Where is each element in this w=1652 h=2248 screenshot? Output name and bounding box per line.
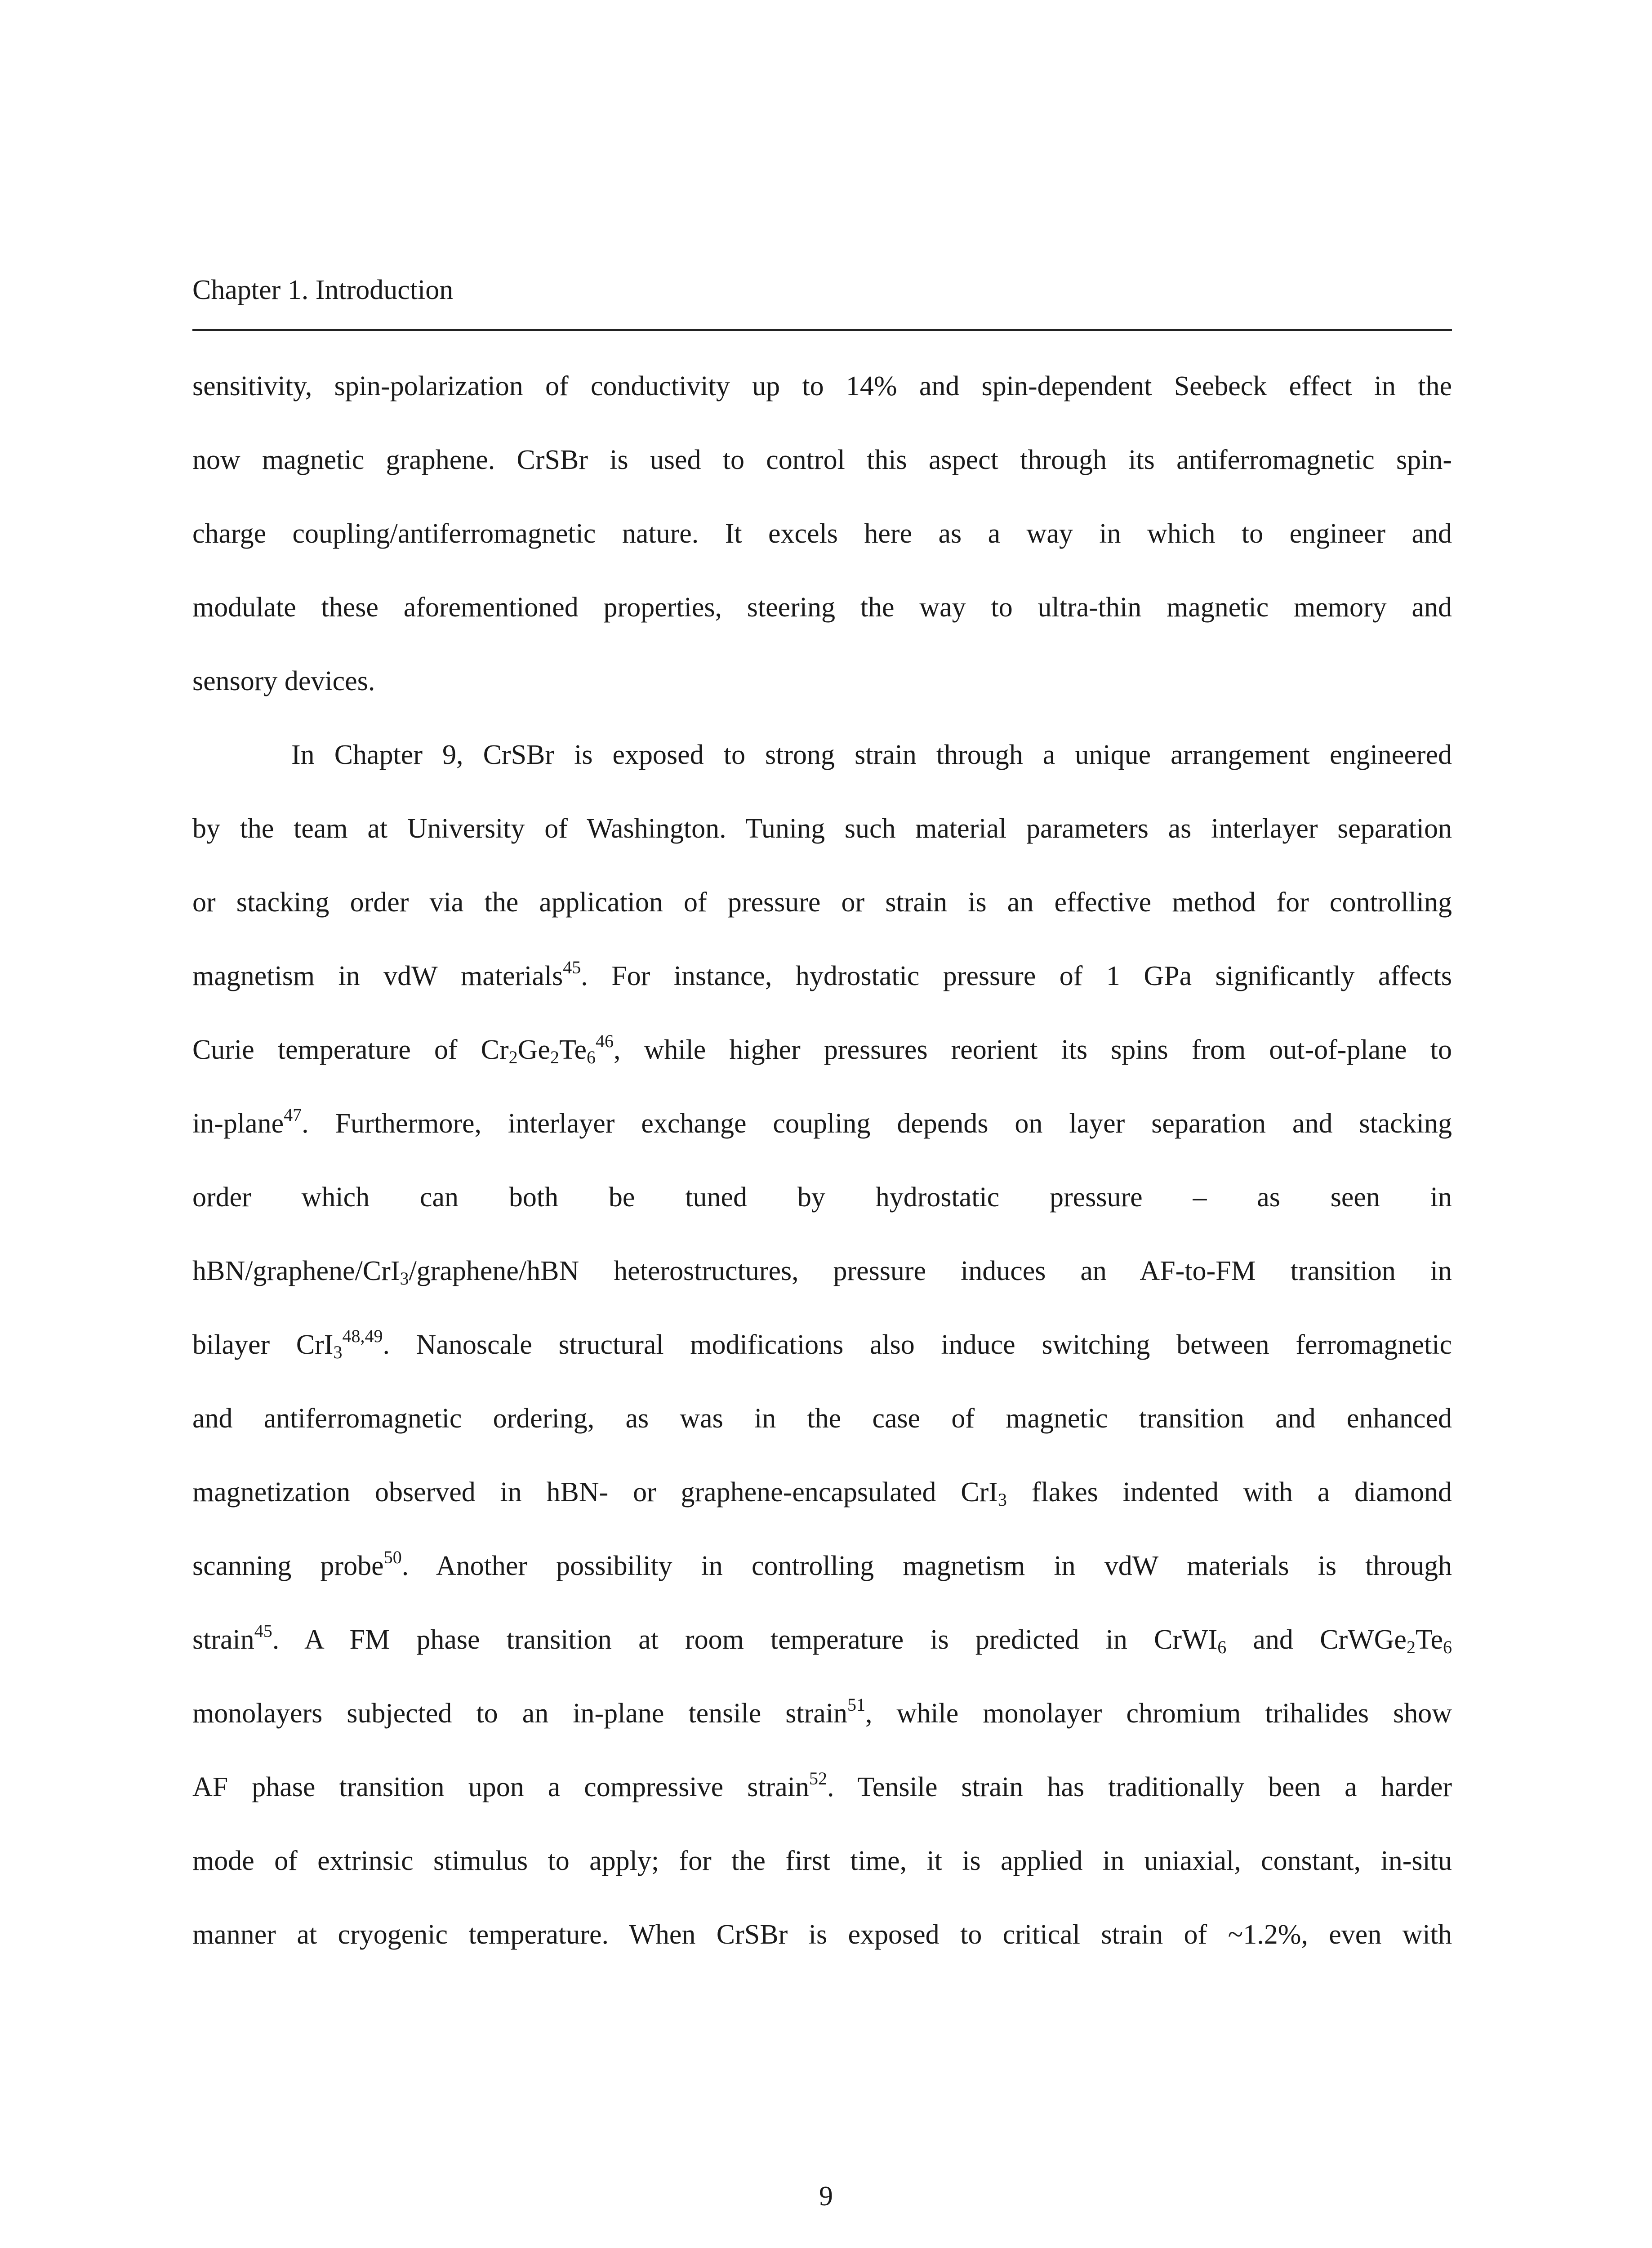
paragraph-first-line: In Chapter 9, CrSBr is exposed to strong strain through a unique arrangement engineered (291, 740, 1452, 770)
text-line: monolayers subjected to an in-plane tensile strain$^{51}$, while monolayer chromium trihalides show (192, 1695, 1452, 1729)
text-line: now magnetic graphene. CrSBr is used to control this aspect through its antiferromagnetic spin- (192, 445, 1452, 475)
text-line: strain$^{45}$. A FM phase transition at room temperature is predicted in CrWI$_6$ and $CrWGe_2Te_6$ (192, 1621, 1452, 1657)
text-line: sensory devices. (192, 666, 375, 696)
text-line: scanning probe$^{50}$. Another possibility in controlling magnetism in vdW materials is through (192, 1547, 1452, 1581)
running-header (192, 270, 1452, 310)
text-line: manner at cryogenic temperature. When CrSBr is exposed to critical strain of ~1.2%, even with (192, 1919, 1452, 1950)
text-line: in-plane$^{47}$. Furthermore, interlayer exchange coupling depends on layer separation and stacking (192, 1105, 1452, 1139)
text-line: AF phase transition upon a compressive strain$^{52}$. Tensile strain has traditionally been a harder (192, 1768, 1452, 1802)
text-line: modulate these aforementioned properties, steering the way to ultra-thin magnetic memory and (192, 592, 1452, 623)
citation: 51 (847, 1695, 866, 1715)
citation: 45 (563, 957, 581, 977)
header-rule (192, 329, 1452, 331)
text-line: order which can both be tuned by hydrostatic pressure – as seen in (192, 1182, 1452, 1213)
citation: 50 (383, 1547, 402, 1567)
text-line: by the team at University of Washington. Tuning such material parameters as interlayer separation (192, 813, 1452, 844)
citation: 52 (809, 1768, 827, 1789)
text-line: magnetization observed in hBN- or graphene-encapsulated CrI$_3$ flakes indented with a diamond (192, 1477, 1452, 1510)
text-line: Curie temperature of $Cr_2Ge_2Te_6^{46}$, while higher pressures reorient its spins from out-of-plane to (192, 1031, 1452, 1067)
chapter-title: Chapter 1. Introduction (192, 275, 454, 305)
text-line: or stacking order via the application of pressure or strain is an effective method for controlling (192, 887, 1452, 918)
text-line: bilayer CrI$_3^{48,49}$. Nanoscale structural modifications also induce switching between ferromagnetic (192, 1326, 1452, 1362)
text-line: magnetism in vdW materials$^{45}$. For instance, hydrostatic pressure of 1 GPa significantly affects (192, 957, 1452, 991)
citation: 48,49 (342, 1326, 383, 1346)
citation: 47 (284, 1105, 302, 1125)
body-text (192, 361, 1452, 1983)
text-line: and antiferromagnetic ordering, as was in the case of magnetic transition and enhanced (192, 1403, 1452, 1434)
text-line: sensitivity, spin-polarization of conductivity up to 14% and spin-dependent Seebeck effect in the (192, 371, 1452, 401)
page-number: 9 (819, 2181, 833, 2212)
text-line: charge coupling/antiferromagnetic nature. It excels here as a way in which to engineer and (192, 518, 1452, 549)
text-line: mode of extrinsic stimulus to apply; for the first time, it is applied in uniaxial, constant, in-situ (192, 1846, 1452, 1876)
citation: 46 (596, 1031, 614, 1051)
text-line: hBN/graphene/CrI$_3$/graphene/hBN heterostructures, pressure induces an AF-to-FM transition in (192, 1256, 1452, 1289)
citation: 45 (254, 1621, 272, 1641)
